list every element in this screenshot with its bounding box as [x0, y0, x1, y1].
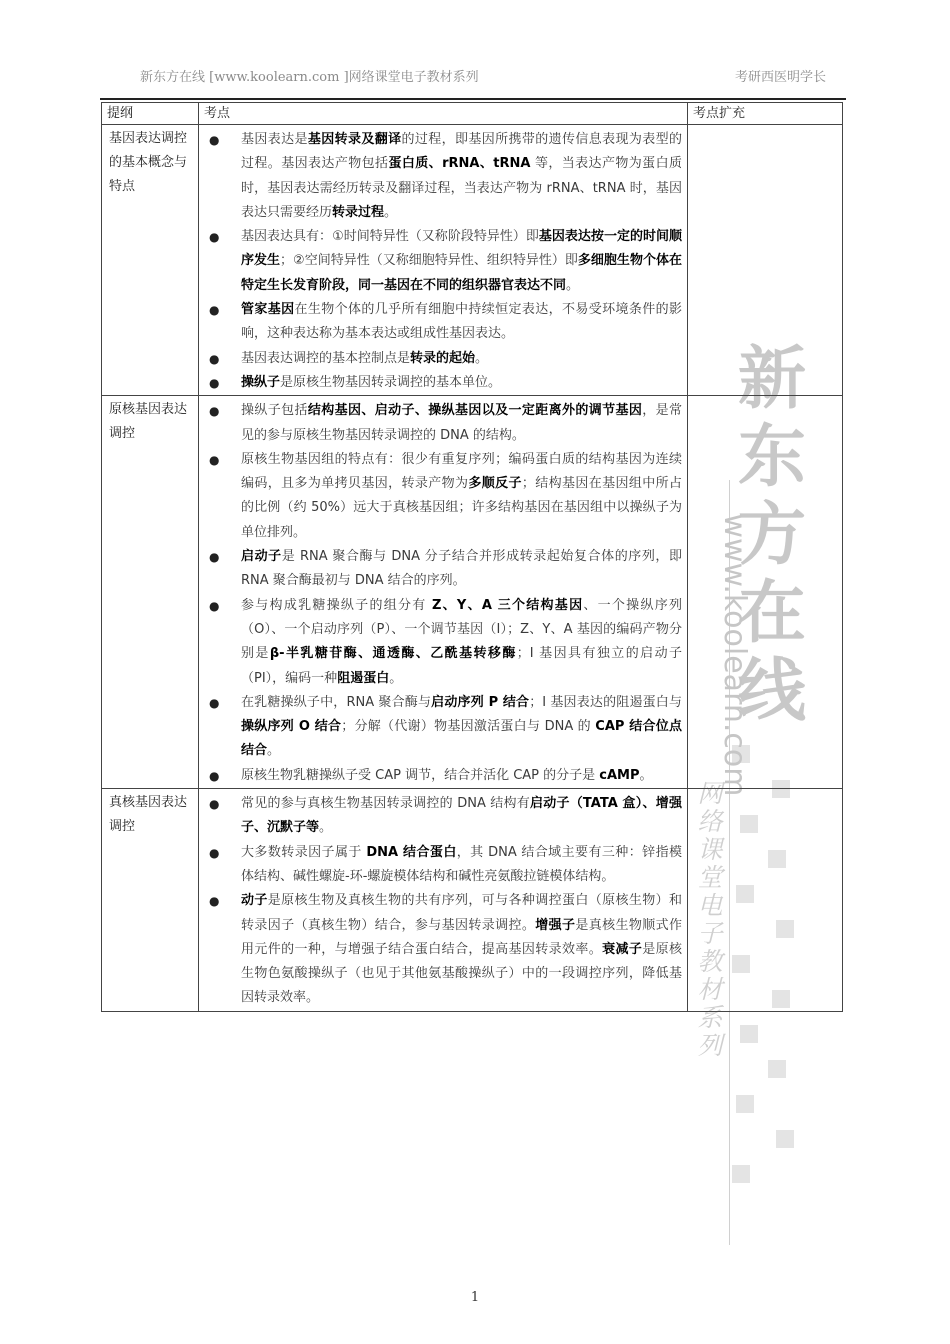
header-rule: [100, 98, 846, 100]
points-cell: [199, 789, 688, 1012]
points-cell: [199, 125, 688, 396]
list-item: [204, 128, 682, 225]
list-item: [204, 594, 682, 691]
point-text: 操纵子包括结构基因、启动子、操纵基因以及一定距离外的调节基因，是常见的参与原核生物基因转录调控的 DNA 的结构。: [241, 403, 682, 443]
list-item: [204, 792, 682, 841]
extension-cell: [688, 125, 843, 396]
point-text: 管家基因在生物个体的几乎所有细胞中持续恒定表达，不易受环境条件的影响，这种表达称为基本表达或组成性基因表达。: [241, 302, 682, 342]
list-item: [204, 371, 682, 395]
point-text: 启动子是 RNA 聚合酶与 DNA 分子结合并形成转录起始复合体的序列，即 RNA 聚合酶最初与 DNA 结合的序列。: [241, 549, 682, 589]
bullet-icon: ●: [209, 452, 220, 467]
table-row: [102, 125, 843, 396]
bullet-icon: ●: [209, 894, 220, 909]
point-text: 原核生物乳糖操纵子受 CAP 调节，结合并活化 CAP 的分子是 cAMP。: [241, 767, 653, 783]
point-text: 基因表达调控的基本控制点是转录的起始。: [241, 350, 489, 366]
list-item: [204, 399, 682, 448]
list-item: [204, 691, 682, 764]
point-text: 原核生物基因组的特点有：很少有重复序列；编码蛋白质的结构基因为连续编码，且多为单拷贝基因，转录产物为多顺反子；结构基因在基因组中所占的比例（约 50%）远大于真核基因组；许多结构基因在基因组中以操纵子为单位排列。: [241, 451, 682, 540]
points-list: [204, 125, 682, 395]
bullet-icon: ●: [209, 230, 220, 245]
list-item: [204, 448, 682, 545]
page-header: [140, 66, 826, 88]
watermark-series: 网 络 课 堂 电 子 教 材 系 列: [697, 779, 723, 1060]
extension-cell: [688, 396, 843, 789]
bullet-icon: ●: [209, 303, 220, 318]
header-left: 新东方在线 [www.koolearn.com ]网络课堂电子教材系列: [140, 70, 479, 85]
points-cell: [199, 396, 688, 789]
point-text: 大多数转录因子属于 DNA 结合蛋白，其 DNA 结合域主要有三种：锌指模体结构、碱性螺旋-环-螺旋模体结构和碱性亮氨酸拉链模体结构。: [241, 844, 682, 884]
list-item: [204, 298, 682, 347]
extension-cell: [688, 789, 843, 1012]
list-item: [204, 889, 682, 1010]
list-item: [204, 841, 682, 890]
list-item: [204, 764, 682, 788]
points-list: [204, 396, 682, 788]
bullet-icon: ●: [209, 845, 220, 860]
bullet-icon: ●: [209, 550, 220, 565]
header-right: 考研西医明学长: [734, 70, 826, 85]
outline-cell: 真核基因表达调控: [102, 789, 199, 1012]
bullet-icon: ●: [209, 598, 220, 613]
list-item: [204, 545, 682, 594]
table-header-row: [102, 103, 843, 125]
outline-cell: 原核基因表达调控: [102, 396, 199, 789]
bullet-icon: ●: [209, 133, 220, 147]
watermark-url: www.koolearn.com: [717, 513, 752, 797]
header-points: 考点: [199, 103, 688, 125]
point-text: 基因表达具有：①时间特异性（又称阶段特异性）即基因表达按一定的时间顺序发生；②空间特异性（又称细胞特异性、组织特异性）即多细胞生物个体在特定生长发育阶段，同一基因在不同的组织器官表达不同。: [241, 229, 682, 293]
syllabus-table: [101, 102, 843, 1012]
table-row: [102, 396, 843, 789]
point-text: 动子是原核生物及真核生物的共有序列，可与各种调控蛋白（原核生物）和转录因子（真核生物）结合，参与基因转录调控。增强子是真核生物顺式作用元件的一种，与增强子结合蛋白结合，提高基因转录效率。衰减子是原核生物色氨酸操纵子（也见于其他氨基酸操纵子）中的一段调控序列，降低基因转录效率。: [241, 893, 682, 1006]
bullet-icon: ●: [209, 404, 220, 419]
page-number: 1: [470, 1290, 480, 1305]
point-text: 参与构成乳糖操纵子的组分有 Z、Y、A 三个结构基因、一个操纵序列（O）、一个启动序列（P）、一个调节基因（I）；Z、Y、A 基因的编码产物分别是β-半乳糖苷酶、通透酶、乙酰基转移酶；I 基因具有独立的启动子（PI），编码一种阻遏蛋白。: [241, 597, 682, 686]
point-text: 常见的参与真核生物基因转录调控的 DNA 结构有启动子（TATA 盒）、增强子、沉默子等。: [241, 796, 682, 836]
outline-cell: 基因表达调控的基本概念与特点: [102, 125, 199, 396]
point-text: 基因表达是基因转录及翻译的过程，即基因所携带的遗传信息表现为表型的过程。基因表达产物包括蛋白质、rRNA、tRNA 等，当表达产物为蛋白质时，基因表达需经历转录及翻译过程，当表达产物为 rRNA、tRNA 时，基因表达只需要经历转录过程。: [241, 132, 682, 220]
watermark-brand: 新 东 方 在 线: [737, 339, 806, 731]
bullet-icon: ●: [209, 695, 220, 710]
bullet-icon: ●: [209, 797, 220, 812]
header-extension: 考点扩充: [688, 103, 843, 125]
table-row: [102, 789, 843, 1012]
bullet-icon: ●: [209, 768, 220, 783]
list-item: [204, 347, 682, 371]
point-text: 操纵子是原核生物基因转录调控的基本单位。: [241, 374, 502, 390]
bullet-icon: ●: [209, 375, 220, 390]
list-item: [204, 225, 682, 298]
header-outline: 提纲: [102, 103, 199, 125]
point-text: 在乳糖操纵子中，RNA 聚合酶与启动序列 P 结合；I 基因表达的阻遏蛋白与操纵序列 O 结合；分解（代谢）物基因激活蛋白与 DNA 的 CAP 结合位点结合。: [241, 694, 683, 759]
bullet-icon: ●: [209, 351, 220, 366]
points-list: [204, 789, 682, 1011]
